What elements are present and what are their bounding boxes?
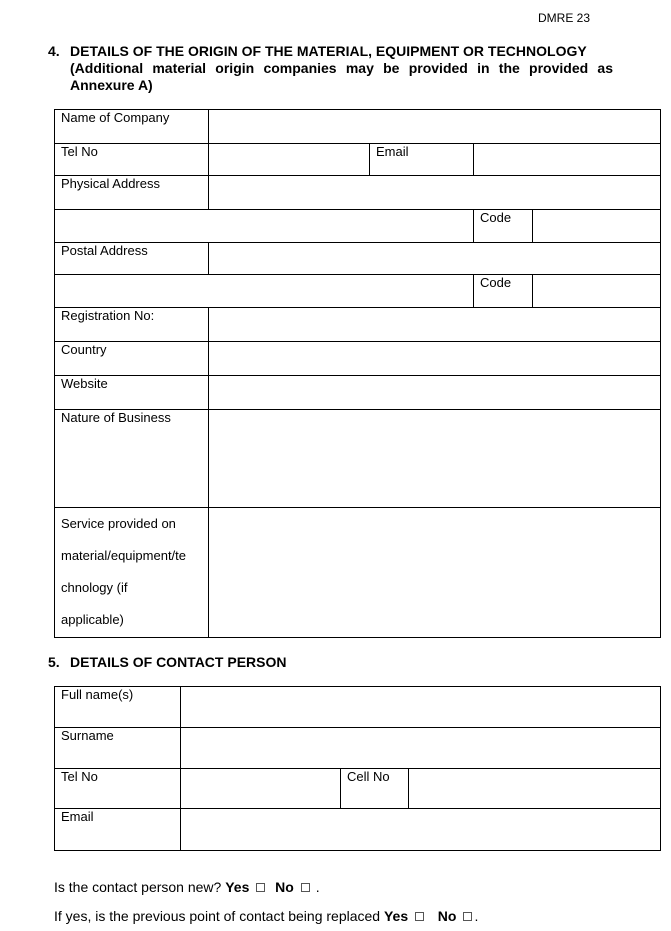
cell-no-field[interactable] xyxy=(409,769,661,809)
full-names-label: Full name(s) xyxy=(55,687,181,728)
cell-no-label: Cell No xyxy=(341,769,409,809)
question-text: If yes, is the previous point of contact being replaced xyxy=(54,908,381,924)
contact-email-label: Email xyxy=(55,809,181,851)
section-number: 5. xyxy=(48,654,60,670)
question-end: . xyxy=(315,879,320,895)
nature-of-business-label: Nature of Business xyxy=(55,410,209,508)
no-checkbox[interactable] xyxy=(301,883,310,892)
full-names-field[interactable] xyxy=(181,687,661,728)
postal-code-field[interactable] xyxy=(533,275,661,308)
company-name-label: Name of Company xyxy=(55,110,209,144)
no-label: No xyxy=(437,908,457,924)
section-title-line2: (Additional material origin companies may be provided in the provided as Annexure A) xyxy=(70,60,613,93)
service-provided-line1: Service provided on xyxy=(61,516,176,531)
yes-label: Yes xyxy=(383,908,409,924)
registration-no-label: Registration No: xyxy=(55,308,209,342)
question-contact-new xyxy=(54,879,320,895)
question-contact-replaced xyxy=(54,908,478,924)
physical-address-label: Physical Address xyxy=(55,176,209,210)
contact-person-table xyxy=(54,686,661,851)
yes-checkbox[interactable] xyxy=(415,912,424,921)
surname-label: Surname xyxy=(55,728,181,769)
service-provided-label xyxy=(55,508,209,638)
tel-no-field[interactable] xyxy=(209,144,370,176)
physical-code-field[interactable] xyxy=(533,210,661,243)
nature-of-business-field[interactable] xyxy=(209,410,661,508)
postal-code-label: Code xyxy=(474,275,533,308)
surname-field[interactable] xyxy=(181,728,661,769)
yes-label: Yes xyxy=(225,879,250,895)
question-end: . xyxy=(474,908,479,924)
website-field[interactable] xyxy=(209,376,661,410)
country-field[interactable] xyxy=(209,342,661,376)
physical-address-line2-field[interactable] xyxy=(55,210,474,243)
email-label: Email xyxy=(370,144,474,176)
physical-code-label: Code xyxy=(474,210,533,243)
website-label: Website xyxy=(55,376,209,410)
form-code: DMRE 23 xyxy=(538,11,591,25)
origin-details-table xyxy=(54,109,661,638)
contact-email-field[interactable] xyxy=(181,809,661,851)
postal-address-line2-field[interactable] xyxy=(55,275,474,308)
service-provided-line2: material/equipment/te xyxy=(61,548,187,563)
registration-no-field[interactable] xyxy=(209,308,661,342)
yes-checkbox[interactable] xyxy=(256,883,265,892)
no-label: No xyxy=(275,879,294,895)
email-field[interactable] xyxy=(474,144,661,176)
company-name-field[interactable] xyxy=(209,110,661,144)
section-title-line1: DETAILS OF THE ORIGIN OF THE MATERIAL, EQUIPMENT OR TECHNOLOGY xyxy=(70,43,587,59)
question-text: Is the contact person new? xyxy=(54,879,222,895)
physical-address-field[interactable] xyxy=(209,176,661,210)
postal-address-field[interactable] xyxy=(209,243,661,275)
tel-no-label: Tel No xyxy=(55,144,209,176)
section-number: 4. xyxy=(48,43,60,59)
section-title xyxy=(70,43,613,94)
country-label: Country xyxy=(55,342,209,376)
service-provided-field[interactable] xyxy=(209,508,661,638)
contact-tel-no-field[interactable] xyxy=(181,769,341,809)
service-provided-line3: chnology (if xyxy=(61,580,128,595)
section-title: DETAILS OF CONTACT PERSON xyxy=(70,654,287,670)
service-provided-line4: applicable) xyxy=(61,612,124,627)
no-checkbox[interactable] xyxy=(463,912,472,921)
postal-address-label: Postal Address xyxy=(55,243,209,275)
contact-tel-no-label: Tel No xyxy=(55,769,181,809)
